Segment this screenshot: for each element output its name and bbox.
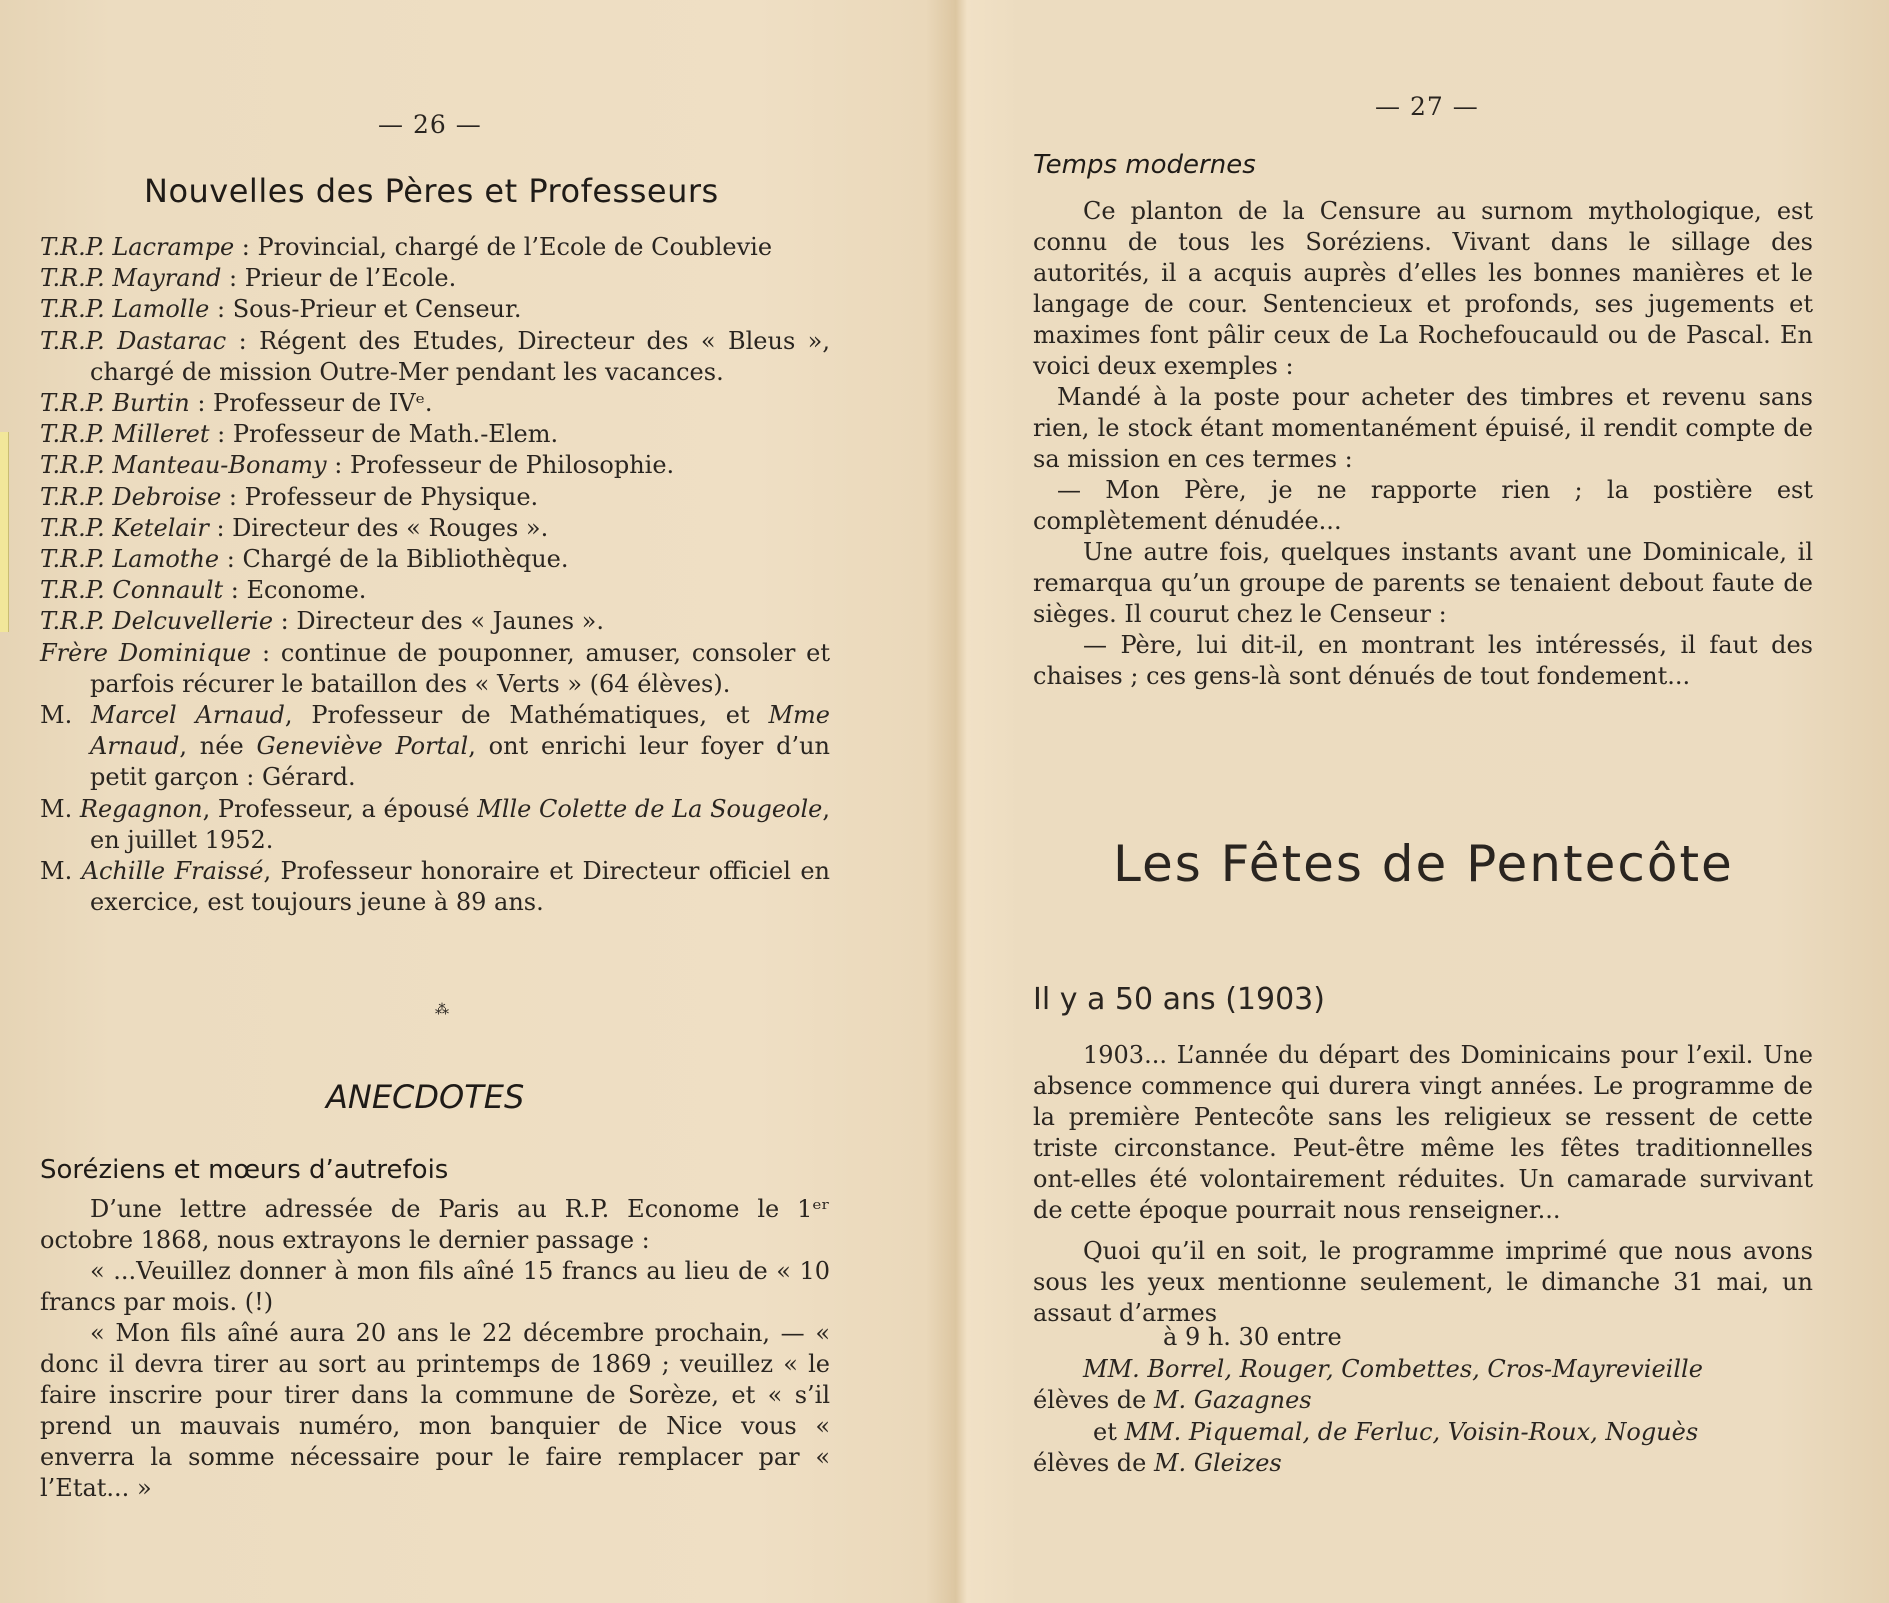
entry-name: T.R.P. Milleret bbox=[40, 420, 210, 449]
list-item bbox=[40, 419, 830, 450]
entry-text: : Provincial, chargé de l’Ecole de Coublevie bbox=[234, 233, 773, 261]
list-item-regagnon bbox=[40, 794, 830, 856]
paragraph: 1903... L’année du départ des Dominicains pour l’exil. Une absence commence qui durera vingt années. Le programme de la première Pentecôte sans les religieux se ressent de cette triste circonstance. Peut-être même les fêtes traditionnelles ont-elles été volontairement réduites. Un camarade survivant de cette époque pourrait nous renseigner... bbox=[1033, 1041, 1813, 1224]
list-item bbox=[40, 513, 830, 544]
entry-name: Achille Fraissé bbox=[81, 857, 264, 886]
paragraph: « Mon fils aîné aura 20 ans le 22 décembre prochain, — « donc il devra tirer au sort au printemps de 1869 ; veuillez « le faire inscrire pour tirer dans la commune de Sorèze, et « s’il prend un mauvais numéro, mon banquier de Nice vous « enverra la somme nécessaire pour le faire remplacer par « l’Etat... » bbox=[40, 1319, 830, 1502]
list-item bbox=[40, 326, 830, 388]
programme bbox=[1033, 1322, 1813, 1480]
paragraph: — Père, lui dit-il, en montrant les intéressés, il faut des chaises ; ces gens-là sont dénués de tout fondement... bbox=[1033, 631, 1813, 690]
programme-teacher-1 bbox=[1033, 1385, 1813, 1417]
entry-text: : Prieur de l’Ecole. bbox=[221, 264, 457, 293]
list-item bbox=[40, 482, 830, 513]
subheading-temps-modernes: Temps modernes bbox=[1033, 150, 1256, 180]
entry-text: : Professeur de Math.-Elem. bbox=[209, 420, 559, 449]
section-heading-anecdotes: ANECDOTES bbox=[326, 1078, 525, 1116]
teacher-name: M. Gleizes bbox=[1153, 1449, 1282, 1477]
list-item bbox=[40, 232, 830, 263]
programme-time: à 9 h. 30 entre bbox=[1163, 1323, 1342, 1351]
entry-name: Mme Arnaud bbox=[90, 701, 830, 761]
section-heading-fetes: Les Fêtes de Pentecôte bbox=[1113, 835, 1734, 893]
section-heading-nouvelles: Nouvelles des Pères et Professeurs bbox=[144, 172, 719, 210]
entry-prefix: M. bbox=[40, 794, 80, 823]
list-item-arnaud bbox=[40, 700, 830, 794]
entry-name: T.R.P. Mayrand bbox=[40, 264, 222, 293]
programme-group-2 bbox=[1033, 1417, 1813, 1449]
paragraph: Une autre fois, quelques instants avant une Dominicale, il remarqua qu’un groupe de parents se tenaient debout faute de sièges. Il courut chez le Censeur : bbox=[1033, 538, 1813, 628]
group-names: MM. Piquemal, de Ferluc, Voisin-Roux, Noguès bbox=[1124, 1417, 1699, 1446]
entry-text: , Professeur, a épousé bbox=[202, 794, 478, 823]
list-item bbox=[40, 544, 830, 575]
entry-text: : Professeur de Philosophie. bbox=[326, 451, 675, 480]
entry-text: : Régent des Etudes, Directeur des « Bleus », chargé de mission Outre-Mer pendant les vacances. bbox=[90, 326, 830, 386]
label: élèves de bbox=[1033, 1449, 1154, 1477]
entry-name: T.R.P. Connault bbox=[40, 576, 224, 605]
entry-prefix: M. bbox=[40, 857, 82, 886]
entry-text: : Chargé de la Bibliothèque. bbox=[219, 545, 569, 574]
paragraph: Quoi qu’il en soit, le programme imprimé que nous avons sous les yeux mentionne seulement, le dimanche 31 mai, un assaut d’armes bbox=[1033, 1237, 1813, 1327]
page-26 bbox=[40, 0, 830, 1603]
text-1903 bbox=[1033, 1040, 1813, 1329]
paragraph: D’une lettre adressée de Paris au R.P. Econome le 1ᵉʳ octobre 1868, nous extrayons le dernier passage : bbox=[40, 1195, 830, 1254]
paragraph: « ...Veuillez donner à mon fils aîné 15 francs au lieu de « 10 francs par mois. (!) bbox=[40, 1257, 830, 1316]
entry-text: : Econome. bbox=[223, 576, 367, 605]
entry-text: : Professeur de IVᵉ. bbox=[189, 389, 433, 418]
paragraph: Ce planton de la Censure au surnom mythologique, est connu de tous les Soréziens. Vivant dans le sillage des autorités, il a acquis auprès d’elles les bonnes manières et le langage de cour. Sentencieux et profonds, ses jugements et maximes font pâlir ceux de La Rochefoucauld ou de Pascal. En voici deux exemples : bbox=[1033, 197, 1813, 380]
page-number: — 26 — bbox=[378, 110, 482, 139]
entry-name: T.R.P. Lacrampe bbox=[40, 233, 235, 261]
entry-name: Marcel Arnaud bbox=[91, 701, 285, 730]
list-item bbox=[40, 638, 830, 700]
list-item bbox=[40, 575, 830, 606]
paragraph: Mandé à la poste pour acheter des timbres et revenu sans rien, le stock étant momentanément épuisé, il rendit compte de sa mission en ces termes : bbox=[1033, 383, 1813, 473]
entry-name: Geneviève Portal bbox=[256, 732, 469, 761]
list-item bbox=[40, 294, 830, 325]
entry-text: , Professeur honoraire et Directeur officiel en exercice, est toujours jeune à 89 ans. bbox=[90, 857, 830, 917]
list-item-fraisse bbox=[40, 856, 830, 918]
list-item bbox=[40, 263, 830, 294]
entry-text: : Directeur des « Jaunes ». bbox=[273, 607, 604, 636]
asterism-separator: ⁂ bbox=[435, 1002, 449, 1018]
subheading-il-y-a-50-ans: Il y a 50 ans (1903) bbox=[1033, 982, 1325, 1017]
entry-name: Frère Dominique bbox=[40, 638, 252, 667]
programme-group-1: MM. Borrel, Rouger, Combettes, Cros-Mayrevieille bbox=[1083, 1354, 1703, 1383]
programme-teacher-2 bbox=[1033, 1448, 1813, 1480]
entry-name: T.R.P. Lamothe bbox=[40, 545, 220, 574]
entry-text: , en juillet 1952. bbox=[90, 794, 830, 854]
subheading-soreziens: Soréziens et mœurs d’autrefois bbox=[40, 1155, 449, 1185]
letter-excerpt bbox=[40, 1194, 830, 1504]
sticky-tab bbox=[0, 432, 9, 632]
entry-name: T.R.P. Manteau-Bonamy bbox=[40, 451, 327, 480]
entry-name: T.R.P. Debroise bbox=[40, 482, 222, 511]
teacher-name: M. Gazagnes bbox=[1153, 1386, 1312, 1414]
entry-name: T.R.P. Lamolle bbox=[40, 295, 210, 324]
list-item bbox=[40, 606, 830, 637]
paragraph: — Mon Père, je ne rapporte rien ; la postière est complètement dénudée... bbox=[1033, 476, 1813, 535]
entry-name: T.R.P. Dastarac bbox=[40, 326, 227, 355]
label: élèves de bbox=[1033, 1386, 1154, 1414]
entry-text: : Directeur des « Rouges ». bbox=[208, 513, 549, 542]
temps-modernes-text bbox=[1033, 196, 1813, 692]
entry-text: : Professeur de Physique. bbox=[221, 482, 539, 511]
entry-text: , née bbox=[179, 732, 257, 761]
entry-name: T.R.P. Ketelair bbox=[40, 513, 209, 542]
entry-name: T.R.P. Delcuvellerie bbox=[40, 607, 274, 636]
entry-text: , ont enrichi leur foyer d’un petit garçon : Gérard. bbox=[90, 732, 830, 792]
entry-text: : Sous-Prieur et Censeur. bbox=[209, 295, 522, 324]
entry-text: , Professeur de Mathématiques, et bbox=[284, 701, 769, 730]
page-27 bbox=[1033, 0, 1813, 1603]
entry-name: T.R.P. Burtin bbox=[40, 389, 190, 418]
entry-text: : continue de pouponner, amuser, consoler et parfois récurer le bataillon des « Verts » (64 élèves). bbox=[90, 638, 830, 698]
page-number: — 27 — bbox=[1375, 92, 1479, 121]
list-item bbox=[40, 450, 830, 481]
label: et bbox=[1093, 1417, 1125, 1446]
entry-name: Mlle Colette de La Sougeole bbox=[477, 794, 823, 823]
entry-name: Regagnon bbox=[79, 794, 203, 823]
staff-list bbox=[40, 232, 830, 918]
list-item bbox=[40, 388, 830, 419]
entry-prefix: M. bbox=[40, 701, 92, 730]
